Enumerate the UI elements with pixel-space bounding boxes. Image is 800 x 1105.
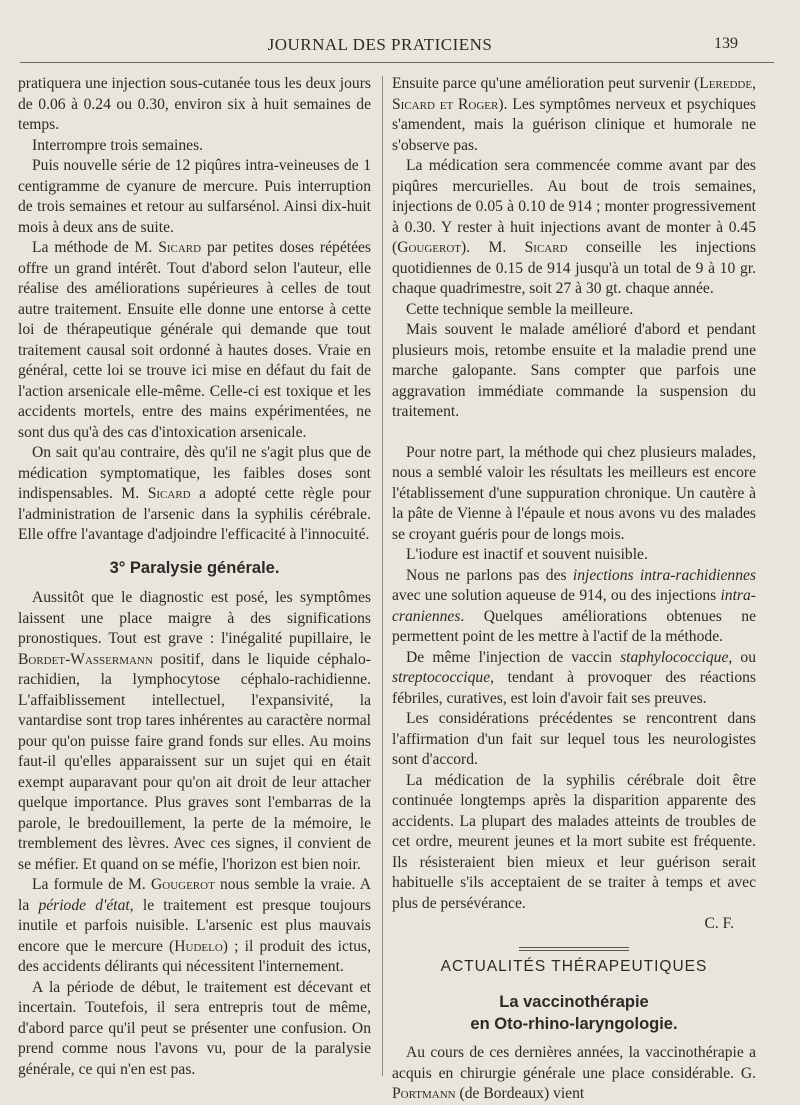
text: La médication sera commencée comme avant par des piqûres mercurielles. Au bout de trois semaines, injections de 0.05 à 0.10 de 914 ; monter progressivement à 0.30. Y rester à huit injections avant de monter à 0.45 (: [392, 157, 756, 256]
italic-text: staphylococcique: [620, 648, 729, 666]
text: , le traitement est presque toujours inutile et parfois nuisible. L'arsenic est plus mauvais encore que le mercure (: [18, 896, 371, 955]
paragraph: [392, 566, 756, 648]
paragraph: La médication de la syphilis cérébrale doit être continuée longtemps après la disparition apparente des accidents. La plupart des malades atteints de troubles de cet ordre, meurent jeunes et la mort subite est fréquente. Ils résisteraient bien mieux et leur guérison serait habituelle s'ils acceptaient de se traiter à temps et avec plus de persévérance.: [392, 771, 756, 912]
paragraph: [392, 156, 756, 300]
text: ) ; il produit des ictus, des accidents délirants qui nécessitent l'internement.: [18, 937, 371, 975]
author-name: Gougerot: [397, 239, 462, 256]
text: conseille les injections quotidiennes de 0.15 de 914 jusqu'à un total de 9 à 10 gr. chaque quadrimestre, soit 27 à 30 gt. chaque année.: [392, 239, 756, 297]
text: Aussitôt que le diagnostic est posé, les symptômes laissent une place maigre à des significations pronostiques. Tout est grave : l'inégalité pupillaire, le: [18, 589, 371, 647]
text: ). M.: [461, 239, 525, 256]
paragraph: [392, 648, 756, 710]
page-number: 139: [714, 35, 738, 52]
header-rule: [20, 62, 774, 63]
text: (de Bordeaux) vient: [455, 1085, 585, 1102]
article-title: [392, 991, 756, 1035]
paragraph: [18, 443, 371, 546]
section-separator: [519, 947, 629, 951]
text: avec une solution aqueuse de 914, ou des injections: [392, 587, 721, 604]
text: . Quelques améliorations obtenues ne permettent point de les mettre à l'actif de la méthode.: [392, 607, 756, 645]
author-name: Portmann: [392, 1085, 456, 1102]
text: ). Les symptômes nerveux et psychiques s'amendent, mais la guérison clinique et humorale ne s'observe pas.: [392, 95, 756, 154]
section-heading: 3° Paralysie générale.: [109, 558, 280, 577]
text: , tendant à provoquer des réactions fébriles, curatives, est loin d'avoir fait ses preuves.: [392, 669, 756, 707]
text: La formule de M.: [32, 876, 151, 893]
paragraph: Pour notre part, la méthode qui chez plusieurs malades, nous a semblé valoir les résultats les meilleurs est encore l'établissement d'une suppuration chronique. Un cautère à la pâte de Vienne à l'épaule et nous avons vu des malades se croyant guéris pour de longs mois.: [392, 443, 756, 543]
paragraph: [18, 238, 371, 443]
paragraph: [392, 1043, 756, 1105]
right-column: [392, 74, 756, 1105]
column-divider: [382, 76, 383, 1076]
text: nous semble la vraie. A la: [18, 876, 371, 914]
paragraph: Interrompre trois semaines.: [32, 136, 204, 154]
paragraph: L'iodure est inactif et souvent nuisible.: [406, 546, 648, 563]
paragraph: Mais souvent le malade amélioré d'abord et pendant plusieurs mois, retombe ensuite et la maladie prend une marche galopante. Sans compter que parfois une aggravation immédiate commande la suspension du traitement.: [392, 321, 756, 420]
author-name: Sicard: [524, 239, 568, 256]
author-name: Gougerot: [150, 876, 215, 893]
text: La méthode de M.: [32, 239, 159, 256]
left-column: [18, 74, 371, 1080]
paragraph: A la période de début, le traitement est décevant et incertain. Toutefois, il sera entrepris tout de même, d'abord parce qu'il peut se présenter une confusion. On prend comme nous l'avons vu, pour de la paralysie générale, ce qui n'en est pas.: [18, 978, 371, 1078]
italic-text: injections intra-rachidiennes: [572, 566, 756, 584]
journal-title: JOURNAL DES PRATICIENS: [267, 35, 493, 54]
paragraph: [18, 588, 371, 875]
text: positif, dans le liquide céphalo-rachidien, la lymphocytose céphalo-rachidienne. L'affaiblissement intellectuel, l'expansivité, la vantardise sont trop tares inhérentes au caractère normal pour qu'on puisse faire grand fonds sur elles. Au moins faut-il qu'elles apparaissent sur un sujet qui en était exempt auparavant pour qu'on ait droit de leur attacher quelque importance. Plus graves sont l'embarras de la parole, le bredouillement, la perte de la mémoire, le tremblement des lèvres. Avec ces signes, il convient de se méfier. Et quand on se méfie, l'horizon est bien noir.: [18, 650, 371, 873]
text: Nous ne parlons pas des: [406, 566, 573, 584]
italic-text: période d'état: [38, 896, 130, 914]
author-name: Bordet-Wassermann: [18, 650, 153, 668]
paragraph: Les considérations précédentes se rencontrent dans l'affirmation d'un fait sur lequel tous les neurologistes sont d'accord.: [392, 710, 756, 768]
text: a adopté cette règle pour l'administration de l'arsenic dans la syphilis cérébrale. Elle offre l'avantage d'adjoindre l'efficacité à l'innocuité.: [18, 485, 371, 543]
author-name: Leredde, Sicard et Roger: [392, 75, 756, 113]
author-signature: C. F.: [704, 915, 734, 932]
text: , ou: [728, 648, 757, 666]
section-title: ACTUALITÉS THÉRAPEUTIQUES: [440, 957, 708, 975]
paragraph: [18, 875, 371, 978]
paragraph: Puis nouvelle série de 12 piqûres intra-veineuses de 1 centigramme de cyanure de mercure. Puis interruption de trois semaines et retour au sulfarsénol. Ainsi dix-huit mois à deux ans de suite.: [18, 157, 371, 236]
text: On sait qu'au contraire, dès qu'il ne s'agit plus que de médication symptomatique, les faibles doses sont indispensables. M.: [18, 444, 371, 502]
italic-text: streptococcique: [392, 669, 491, 686]
article-title-line: La vaccinothérapie: [499, 993, 649, 1011]
text: par petites doses répétées offre un grand intérêt. Tout d'abord selon l'auteur, elle réalise des améliorations supérieures à celles de tout autre traitement. Ensuite elle donne une entorse à cette loi de thérapeutique générale qui demande que tout traitement causal soit ordonné à hautes doses. Vraie en général, cette loi se trouve ici mise en défaut du fait de l'action arsenicale elle-même. Celle-ci est toxique et les accidents mortels, entre des mains expérimentées, ne sont dus qu'à des cas d'intoxication arsenicale.: [18, 239, 371, 441]
text: Ensuite parce qu'une amélioration peut survenir (: [392, 75, 700, 92]
text: De même l'injection de vaccin: [406, 648, 621, 666]
author-name: Sicard: [158, 239, 202, 256]
author-name: Sicard: [147, 485, 191, 502]
paragraph: [392, 74, 756, 156]
article-title-line: en Oto-rhino-laryngologie.: [470, 1015, 678, 1033]
paragraph: Cette technique semble la meilleure.: [406, 300, 634, 318]
paragraph: pratiquera une injection sous-cutanée tous les deux jours de 0.06 à 0.24 ou 0.30, environ six à huit semaines de temps.: [18, 75, 371, 133]
author-name: Hudelo: [174, 937, 223, 955]
text: Au cours de ces dernières années, la vaccinothérapie a acquis en chirurgie générale une place considérable. G.: [392, 1044, 756, 1082]
paragraph-gap: [392, 423, 756, 443]
italic-text: intra-craniennes: [392, 587, 756, 625]
